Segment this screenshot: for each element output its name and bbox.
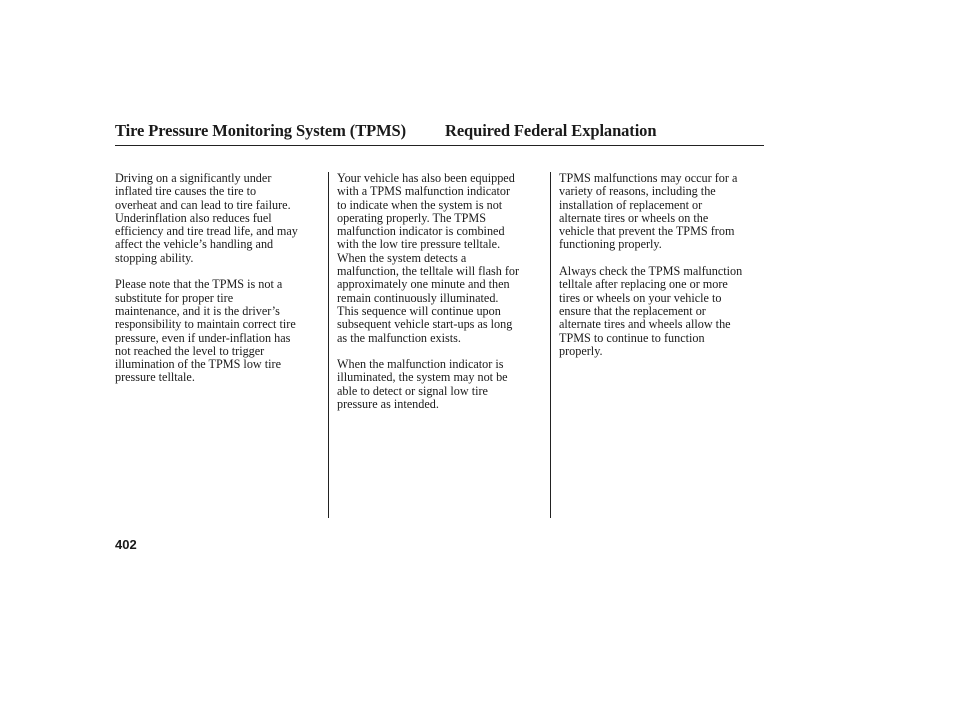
text-line: overheat and can lead to tire failure. [115,197,291,212]
text-line: malfunction, the telltale will flash for [337,264,520,279]
text-line: properly. [559,343,603,358]
text-line: Your vehicle has also been equipped [337,171,515,185]
section-title: Required Federal Explanation [445,121,657,140]
text-line: pressure as intended. [337,397,439,412]
body-paragraph [115,278,298,384]
text-line: to indicate when the system is not [337,197,503,212]
text-column-1 [115,172,298,398]
page-title: Tire Pressure Monitoring System (TPMS) [115,121,407,140]
text-line: subsequent vehicle start-ups as long [337,317,513,332]
text-line: efficiency and tire tread life, and may [115,224,298,239]
text-line: substitute for proper tire [115,290,234,305]
text-line: able to detect or signal low tire [337,383,488,398]
text-line: When the malfunction indicator is [337,357,504,372]
text-line: Driving on a significantly under [115,171,272,185]
text-line: inflated tire causes the tire to [115,184,257,199]
text-line: Please note that the TPMS is not a [115,277,283,292]
text-line: When the system detects a [337,250,467,265]
text-line: TPMS malfunctions may occur for a [559,171,738,185]
body-paragraph [337,358,519,411]
text-line: variety of reasons, including the [559,184,716,199]
column-divider [328,172,329,518]
text-line: with a TPMS malfunction indicator [337,184,511,199]
text-line: Always check the TPMS malfunction [559,264,743,279]
text-line: ensure that the replacement or [559,303,706,318]
text-line: telltale after replacing one or more [559,277,728,292]
page-number: 402 [115,537,137,552]
text-line: as the malfunction exists. [337,330,461,345]
text-line: illuminated, the system may not be [337,370,508,385]
text-line: functioning properly. [559,237,662,252]
text-line: pressure telltale. [115,370,195,385]
text-line: installation of replacement or [559,197,703,212]
text-line: TPMS to continue to function [559,330,705,345]
text-line: affect the vehicle’s handling and [115,237,274,252]
body-paragraph [559,172,742,252]
text-line: not reached the level to trigger [115,343,265,358]
body-paragraph [337,172,519,345]
text-line: pressure, even if under-inflation has [115,330,291,345]
text-line: tires or wheels on your vehicle to [559,290,722,305]
text-line: remain continuously illuminated. [337,290,499,305]
page-header [115,121,764,146]
body-paragraph [559,265,742,358]
text-line: maintenance, and it is the driver’s [115,303,280,318]
text-line: operating properly. The TPMS [337,210,487,225]
text-line: alternate tires and wheels allow the [559,317,731,332]
text-line: with the low tire pressure telltale. [337,237,501,252]
body-paragraph [115,172,298,265]
text-line: This sequence will continue upon [337,303,501,318]
text-line: malfunction indicator is combined [337,224,505,239]
text-line: vehicle that prevent the TPMS from [559,224,735,239]
text-column-3 [559,172,742,371]
text-line: stopping ability. [115,250,194,265]
text-column-2 [337,172,519,425]
text-line: approximately one minute and then [337,277,510,292]
text-line: illumination of the TPMS low tire [115,357,281,372]
text-line: Underinflation also reduces fuel [115,210,272,225]
text-line: alternate tires or wheels on the [559,210,709,225]
text-line: responsibility to maintain correct tire [115,317,296,332]
column-divider [550,172,551,518]
